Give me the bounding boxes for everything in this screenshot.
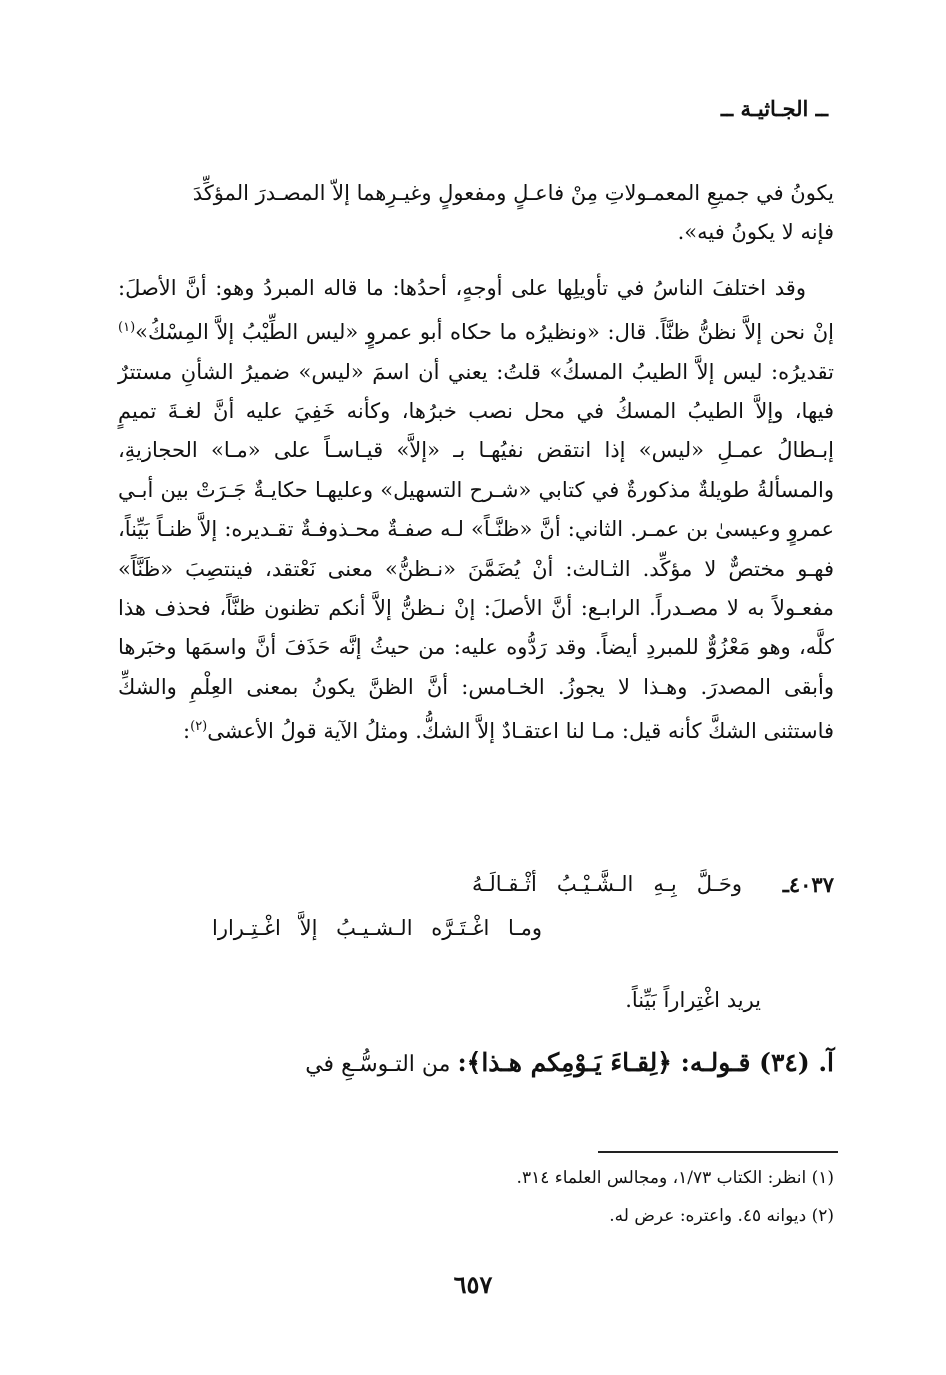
verse-heading-rest: من التـوسُّـعِ في xyxy=(305,1052,458,1077)
footnote-2-mark: (٢) xyxy=(811,1206,834,1226)
paragraph2-text-b: تقديرُه: ليس إلاَّ الطيبُ المسكُ» قلتُ: يعني أن اسمَ «ليس» ضميرُ الشأنِ مستترٌ فيها، وإلاَّ الطيبُ المسكُ في محل نصب خبرُها، وكأنه خَفِيَ عليه أنَّ لغـةَ تميمٍ إبـطالُ عمـلِ «ليس» إذا انتقض نفيُهـا بـ «إلاَّ» قيـاسـاً على «مـا» الحجازيةِ، والمسألةُ طويلةٌ مذكورةٌ في كتابي «شـرح التسهيل» وعليهـا حكايـةٌ جَـرَتْ بين أبـي عمروٍ وعيسىٰ بن عمـر. الثاني: أنَّ «ظنَّـاً» لـه صفـةٌ محـذوفـةٌ تقـديره: إلاَّ ظنـاً بَيِّناً، فهـو مختصٌّ لا مؤكِّد. الثـالث: أنْ يُضَمَّنَ «نـظنُّ» معنى نَعْتقد، فينتصِبَ «ظَنَّاً» مفعـولاً به لا مصـدراً. الرابـع: أنَّ الأصلَ: إنْ نـظنُّ إلاَّ أنكم تظنون ظنَّاً، فحذف هذا كلَّه، وهو مَعْزُوٌّ للمبردِ أيضاً. وقد رَدُّوه عليه: من حيثُ إنَّه حَذَفَ أنَّ واسمَها وخبَرها وأبقى المصدرَ. وهـذا لا يجوزُ. الخـامس: أنَّ الظنَّ يكونُ بمعنى العِلْمِ والشكِّ فاستثنى الشكَّ كأنه قيل: مـا لنا اعتقـادٌ إلاَّ الشكُّ. ومثلُ الآية قولُ الأعشى xyxy=(118,359,834,744)
footnote-1-mark: (١) xyxy=(811,1168,834,1188)
footnote-1-text: انظر: الكتاب ١/٧٣، ومجالس العلماء ٣١٤. xyxy=(516,1168,807,1188)
verse-number: ٤٠٣٧ـ xyxy=(782,872,834,897)
paragraph1-line2: فإنه لا يكونُ فيه». xyxy=(677,220,834,245)
poem-verse xyxy=(118,868,834,948)
running-header: ــ الجـاثيـة ــ xyxy=(720,96,828,121)
verse-explanation: يريد اغْتِراراً بَيِّناً. xyxy=(625,988,761,1012)
page-number: ٦٥٧ xyxy=(453,1270,493,1299)
paragraph2-text-c: : xyxy=(183,719,191,744)
paragraph2-text-a: وقد اختلفَ الناسُ في تأويلِها على أوجهٍ، أحدُها: ما قاله المبردُ وهو: أنَّ الأصلَ: إنْ نحن إلاَّ نظنُّ ظنَّاً. قال: «ونظيرُه ما حكاه أبو عمروٍ «ليس الطِّيْبُ إلاَّ المِسْكُ» xyxy=(118,275,834,345)
footnote-divider xyxy=(598,1151,838,1153)
verse-first-hemistich: وحَـلَّ بِـهِ الـشَّـيْـبُ أثْـقـالَـهُ xyxy=(472,872,742,896)
footnote-marker-2[interactable]: (٢) xyxy=(190,719,208,735)
footnote-2-text: ديوانه ٤٥. واعتره: عرض له. xyxy=(609,1206,807,1226)
verse-heading xyxy=(118,1048,834,1077)
main-text xyxy=(118,174,834,752)
footnote-2 xyxy=(609,1206,834,1226)
paragraph-interpretations xyxy=(118,269,834,752)
paragraph-continuation xyxy=(118,174,834,253)
verse-heading-label: آ. (٣٤) قـولـه: ﴿لِقـاءَ يَـوْمِكم هـذا﴾: xyxy=(457,1048,834,1077)
footnote-1 xyxy=(517,1168,834,1188)
paragraph1-line1: يكونُ في جميعِ المعمـولاتِ مِنْ فاعـلٍ ومفعولٍ وغيـرِهما إلاّ المصـدرَ المؤكِّدَ xyxy=(192,181,834,205)
verse-second-hemistich: ومـا اغْـتَـرَّه الـشـيـبُ إلاَّ اغْـتِـرارا xyxy=(212,916,542,940)
footnote-marker-1[interactable]: (١) xyxy=(118,320,136,336)
